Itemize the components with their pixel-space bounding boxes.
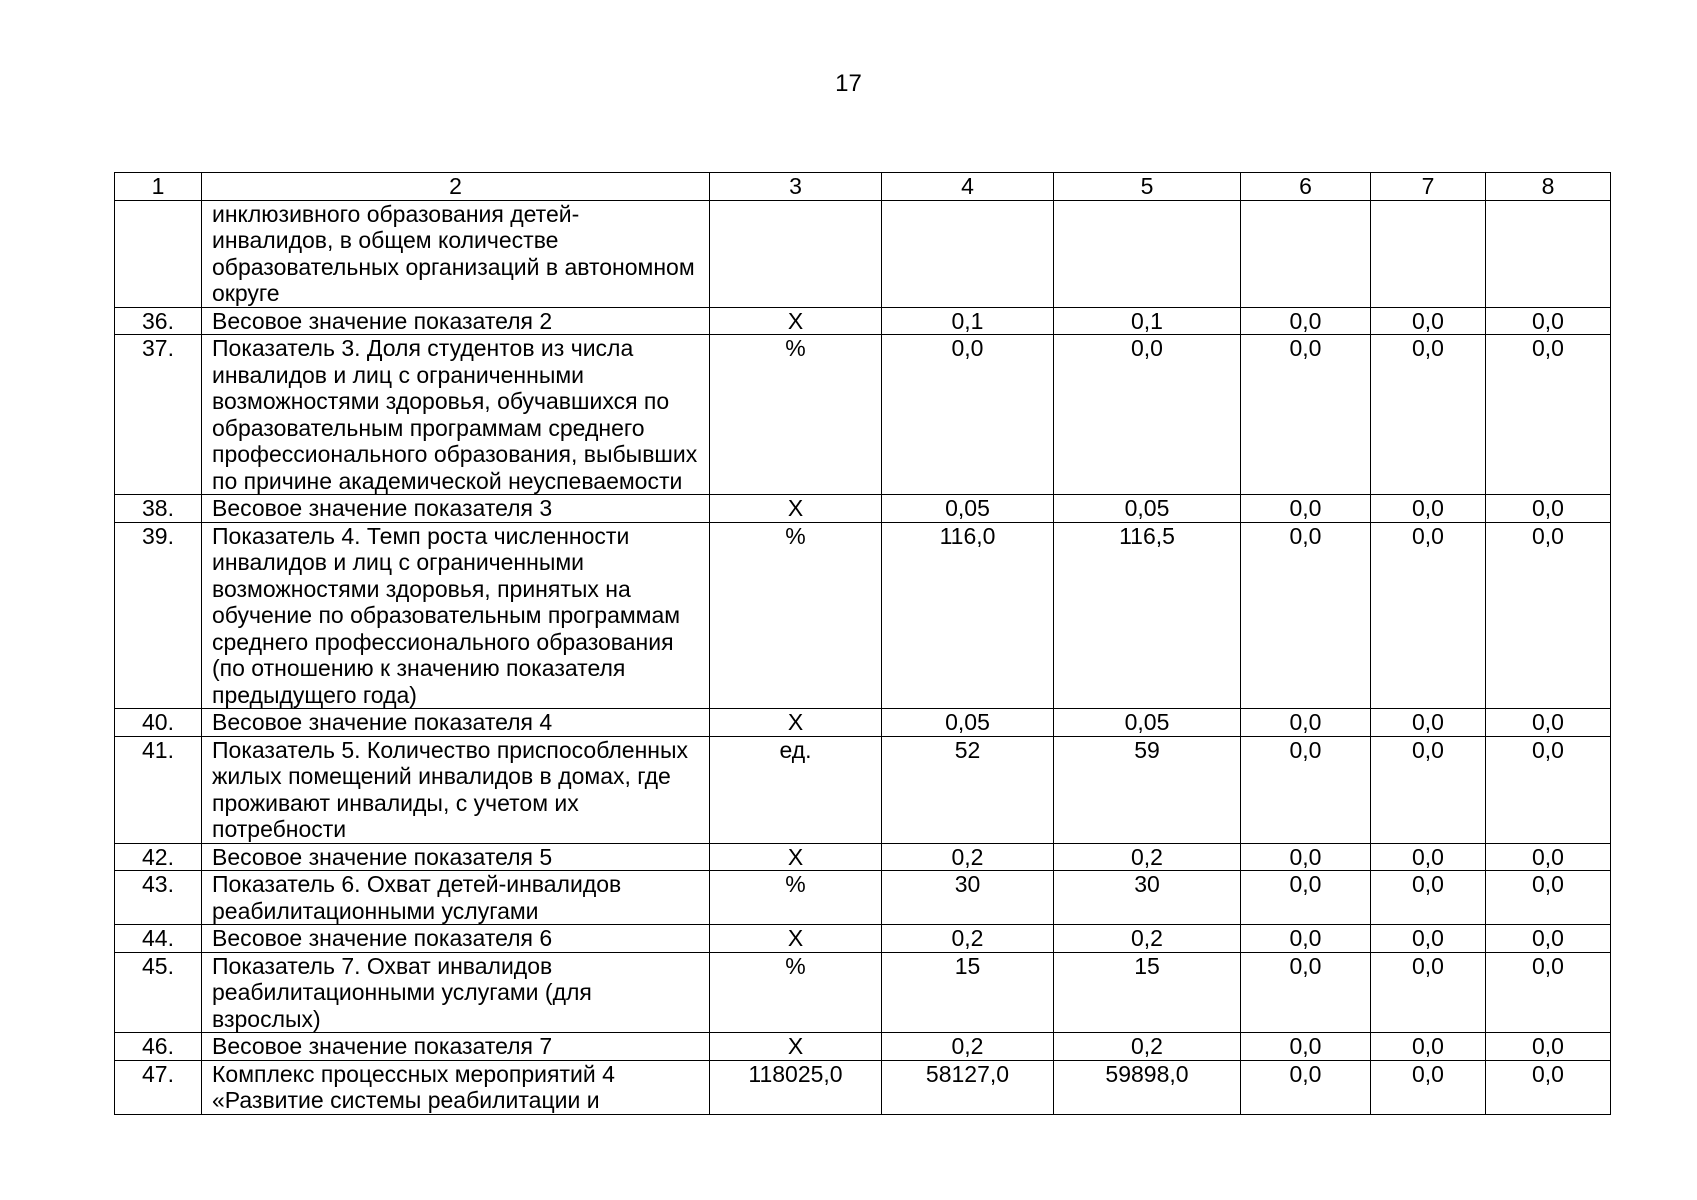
row-col-7: 0,0 [1371, 307, 1486, 335]
row-col-7: 0,0 [1371, 843, 1486, 871]
row-col-6: 0,0 [1241, 871, 1371, 925]
row-col-8: 0,0 [1486, 709, 1611, 737]
row-col-8: 0,0 [1486, 843, 1611, 871]
row-number: 39. [115, 522, 202, 709]
row-col-8: 0,0 [1486, 736, 1611, 843]
row-number [115, 200, 202, 307]
row-number: 36. [115, 307, 202, 335]
table-row [115, 736, 1611, 843]
row-number: 47. [115, 1060, 202, 1114]
row-name: Показатель 3. Доля студентов из числа инвалидов и лиц с ограниченными возможностями здоровья, обучавшихся по образовательным программам среднего профессионального образования, выбывших по причине академической неуспеваемости [202, 335, 710, 495]
table-row [115, 307, 1611, 335]
row-col-5: 0,2 [1054, 843, 1241, 871]
row-unit: 118025,0 [710, 1060, 882, 1114]
row-col-8: 0,0 [1486, 925, 1611, 953]
row-col-4: 0,1 [882, 307, 1054, 335]
row-col-5: 0,05 [1054, 709, 1241, 737]
row-col-6: 0,0 [1241, 335, 1371, 495]
row-unit: Х [710, 925, 882, 953]
row-col-5: 0,05 [1054, 495, 1241, 523]
row-col-8: 0,0 [1486, 1060, 1611, 1114]
row-number: 41. [115, 736, 202, 843]
row-col-7: 0,0 [1371, 871, 1486, 925]
row-number: 40. [115, 709, 202, 737]
row-col-4: 52 [882, 736, 1054, 843]
table-row [115, 843, 1611, 871]
row-col-5: 0,1 [1054, 307, 1241, 335]
row-col-8: 0,0 [1486, 495, 1611, 523]
row-col-7: 0,0 [1371, 952, 1486, 1033]
row-name: Весовое значение показателя 3 [202, 495, 710, 523]
row-col-4: 0,0 [882, 335, 1054, 495]
row-col-7 [1371, 200, 1486, 307]
row-number: 37. [115, 335, 202, 495]
table-header-row [115, 173, 1611, 201]
row-col-5: 0,0 [1054, 335, 1241, 495]
row-col-6: 0,0 [1241, 843, 1371, 871]
row-col-4: 30 [882, 871, 1054, 925]
row-number: 44. [115, 925, 202, 953]
row-name: Весовое значение показателя 2 [202, 307, 710, 335]
table-row [115, 1033, 1611, 1061]
header-cell: 7 [1371, 173, 1486, 201]
row-unit: Х [710, 1033, 882, 1061]
row-col-8: 0,0 [1486, 1033, 1611, 1061]
row-col-5: 30 [1054, 871, 1241, 925]
row-col-4 [882, 200, 1054, 307]
row-col-7: 0,0 [1371, 522, 1486, 709]
row-col-6: 0,0 [1241, 709, 1371, 737]
row-col-4: 0,2 [882, 925, 1054, 953]
row-name: Весовое значение показателя 4 [202, 709, 710, 737]
row-col-6: 0,0 [1241, 925, 1371, 953]
row-name: Весовое значение показателя 5 [202, 843, 710, 871]
row-number: 43. [115, 871, 202, 925]
header-cell: 1 [115, 173, 202, 201]
row-col-8: 0,0 [1486, 952, 1611, 1033]
row-col-6: 0,0 [1241, 736, 1371, 843]
page-number: 17 [835, 70, 862, 97]
row-unit: Х [710, 495, 882, 523]
row-col-5: 15 [1054, 952, 1241, 1033]
row-col-8: 0,0 [1486, 522, 1611, 709]
row-unit: Х [710, 843, 882, 871]
row-unit [710, 200, 882, 307]
row-col-6: 0,0 [1241, 1033, 1371, 1061]
table-row [115, 495, 1611, 523]
row-col-5: 116,5 [1054, 522, 1241, 709]
table-row [115, 1060, 1611, 1114]
row-name: Показатель 5. Количество приспособленных жилых помещений инвалидов в домах, где проживают инвалиды, с учетом их потребности [202, 736, 710, 843]
row-name: инклюзивного образования детей-инвалидов, в общем количестве образовательных организаций в автономном округе [202, 200, 710, 307]
row-name: Весовое значение показателя 7 [202, 1033, 710, 1061]
row-number: 46. [115, 1033, 202, 1061]
row-number: 45. [115, 952, 202, 1033]
table-row [115, 522, 1611, 709]
row-col-6: 0,0 [1241, 495, 1371, 523]
header-cell: 3 [710, 173, 882, 201]
header-cell: 2 [202, 173, 710, 201]
row-col-7: 0,0 [1371, 925, 1486, 953]
row-col-7: 0,0 [1371, 709, 1486, 737]
row-col-5: 59 [1054, 736, 1241, 843]
row-number: 42. [115, 843, 202, 871]
table-row [115, 925, 1611, 953]
row-name: Показатель 4. Темп роста численности инвалидов и лиц с ограниченными возможностями здоровья, принятых на обучение по образовательным программам среднего профессионального образования (по отношению к значению показателя предыдущего года) [202, 522, 710, 709]
row-col-4: 0,05 [882, 495, 1054, 523]
header-cell: 6 [1241, 173, 1371, 201]
row-unit: ед. [710, 736, 882, 843]
row-unit: % [710, 952, 882, 1033]
row-col-7: 0,0 [1371, 495, 1486, 523]
row-col-6: 0,0 [1241, 1060, 1371, 1114]
row-col-6: 0,0 [1241, 952, 1371, 1033]
row-col-4: 0,05 [882, 709, 1054, 737]
row-col-5 [1054, 200, 1241, 307]
row-col-6 [1241, 200, 1371, 307]
row-col-8: 0,0 [1486, 871, 1611, 925]
header-cell: 4 [882, 173, 1054, 201]
row-col-4: 0,2 [882, 843, 1054, 871]
row-unit: % [710, 522, 882, 709]
row-unit: % [710, 871, 882, 925]
row-unit: % [710, 335, 882, 495]
row-number: 38. [115, 495, 202, 523]
row-col-5: 0,2 [1054, 925, 1241, 953]
table-row [115, 335, 1611, 495]
row-col-4: 15 [882, 952, 1054, 1033]
row-col-8 [1486, 200, 1611, 307]
row-name: Показатель 6. Охват детей-инвалидов реабилитационными услугами [202, 871, 710, 925]
row-col-7: 0,0 [1371, 1033, 1486, 1061]
row-col-5: 59898,0 [1054, 1060, 1241, 1114]
row-col-8: 0,0 [1486, 335, 1611, 495]
header-cell: 5 [1054, 173, 1241, 201]
row-name: Весовое значение показателя 6 [202, 925, 710, 953]
table-row [115, 871, 1611, 925]
row-name: Комплекс процессных мероприятий 4 «Развитие системы реабилитации и [202, 1060, 710, 1114]
table-row [115, 200, 1611, 307]
row-name: Показатель 7. Охват инвалидов реабилитационными услугами (для взрослых) [202, 952, 710, 1033]
row-unit: Х [710, 709, 882, 737]
table-row [115, 709, 1611, 737]
row-col-4: 0,2 [882, 1033, 1054, 1061]
row-col-7: 0,0 [1371, 1060, 1486, 1114]
header-cell: 8 [1486, 173, 1611, 201]
row-col-7: 0,0 [1371, 335, 1486, 495]
row-col-6: 0,0 [1241, 522, 1371, 709]
indicators-table [114, 172, 1611, 1115]
row-col-7: 0,0 [1371, 736, 1486, 843]
row-col-4: 58127,0 [882, 1060, 1054, 1114]
row-col-6: 0,0 [1241, 307, 1371, 335]
table-row [115, 952, 1611, 1033]
row-unit: Х [710, 307, 882, 335]
row-col-4: 116,0 [882, 522, 1054, 709]
row-col-5: 0,2 [1054, 1033, 1241, 1061]
row-col-8: 0,0 [1486, 307, 1611, 335]
